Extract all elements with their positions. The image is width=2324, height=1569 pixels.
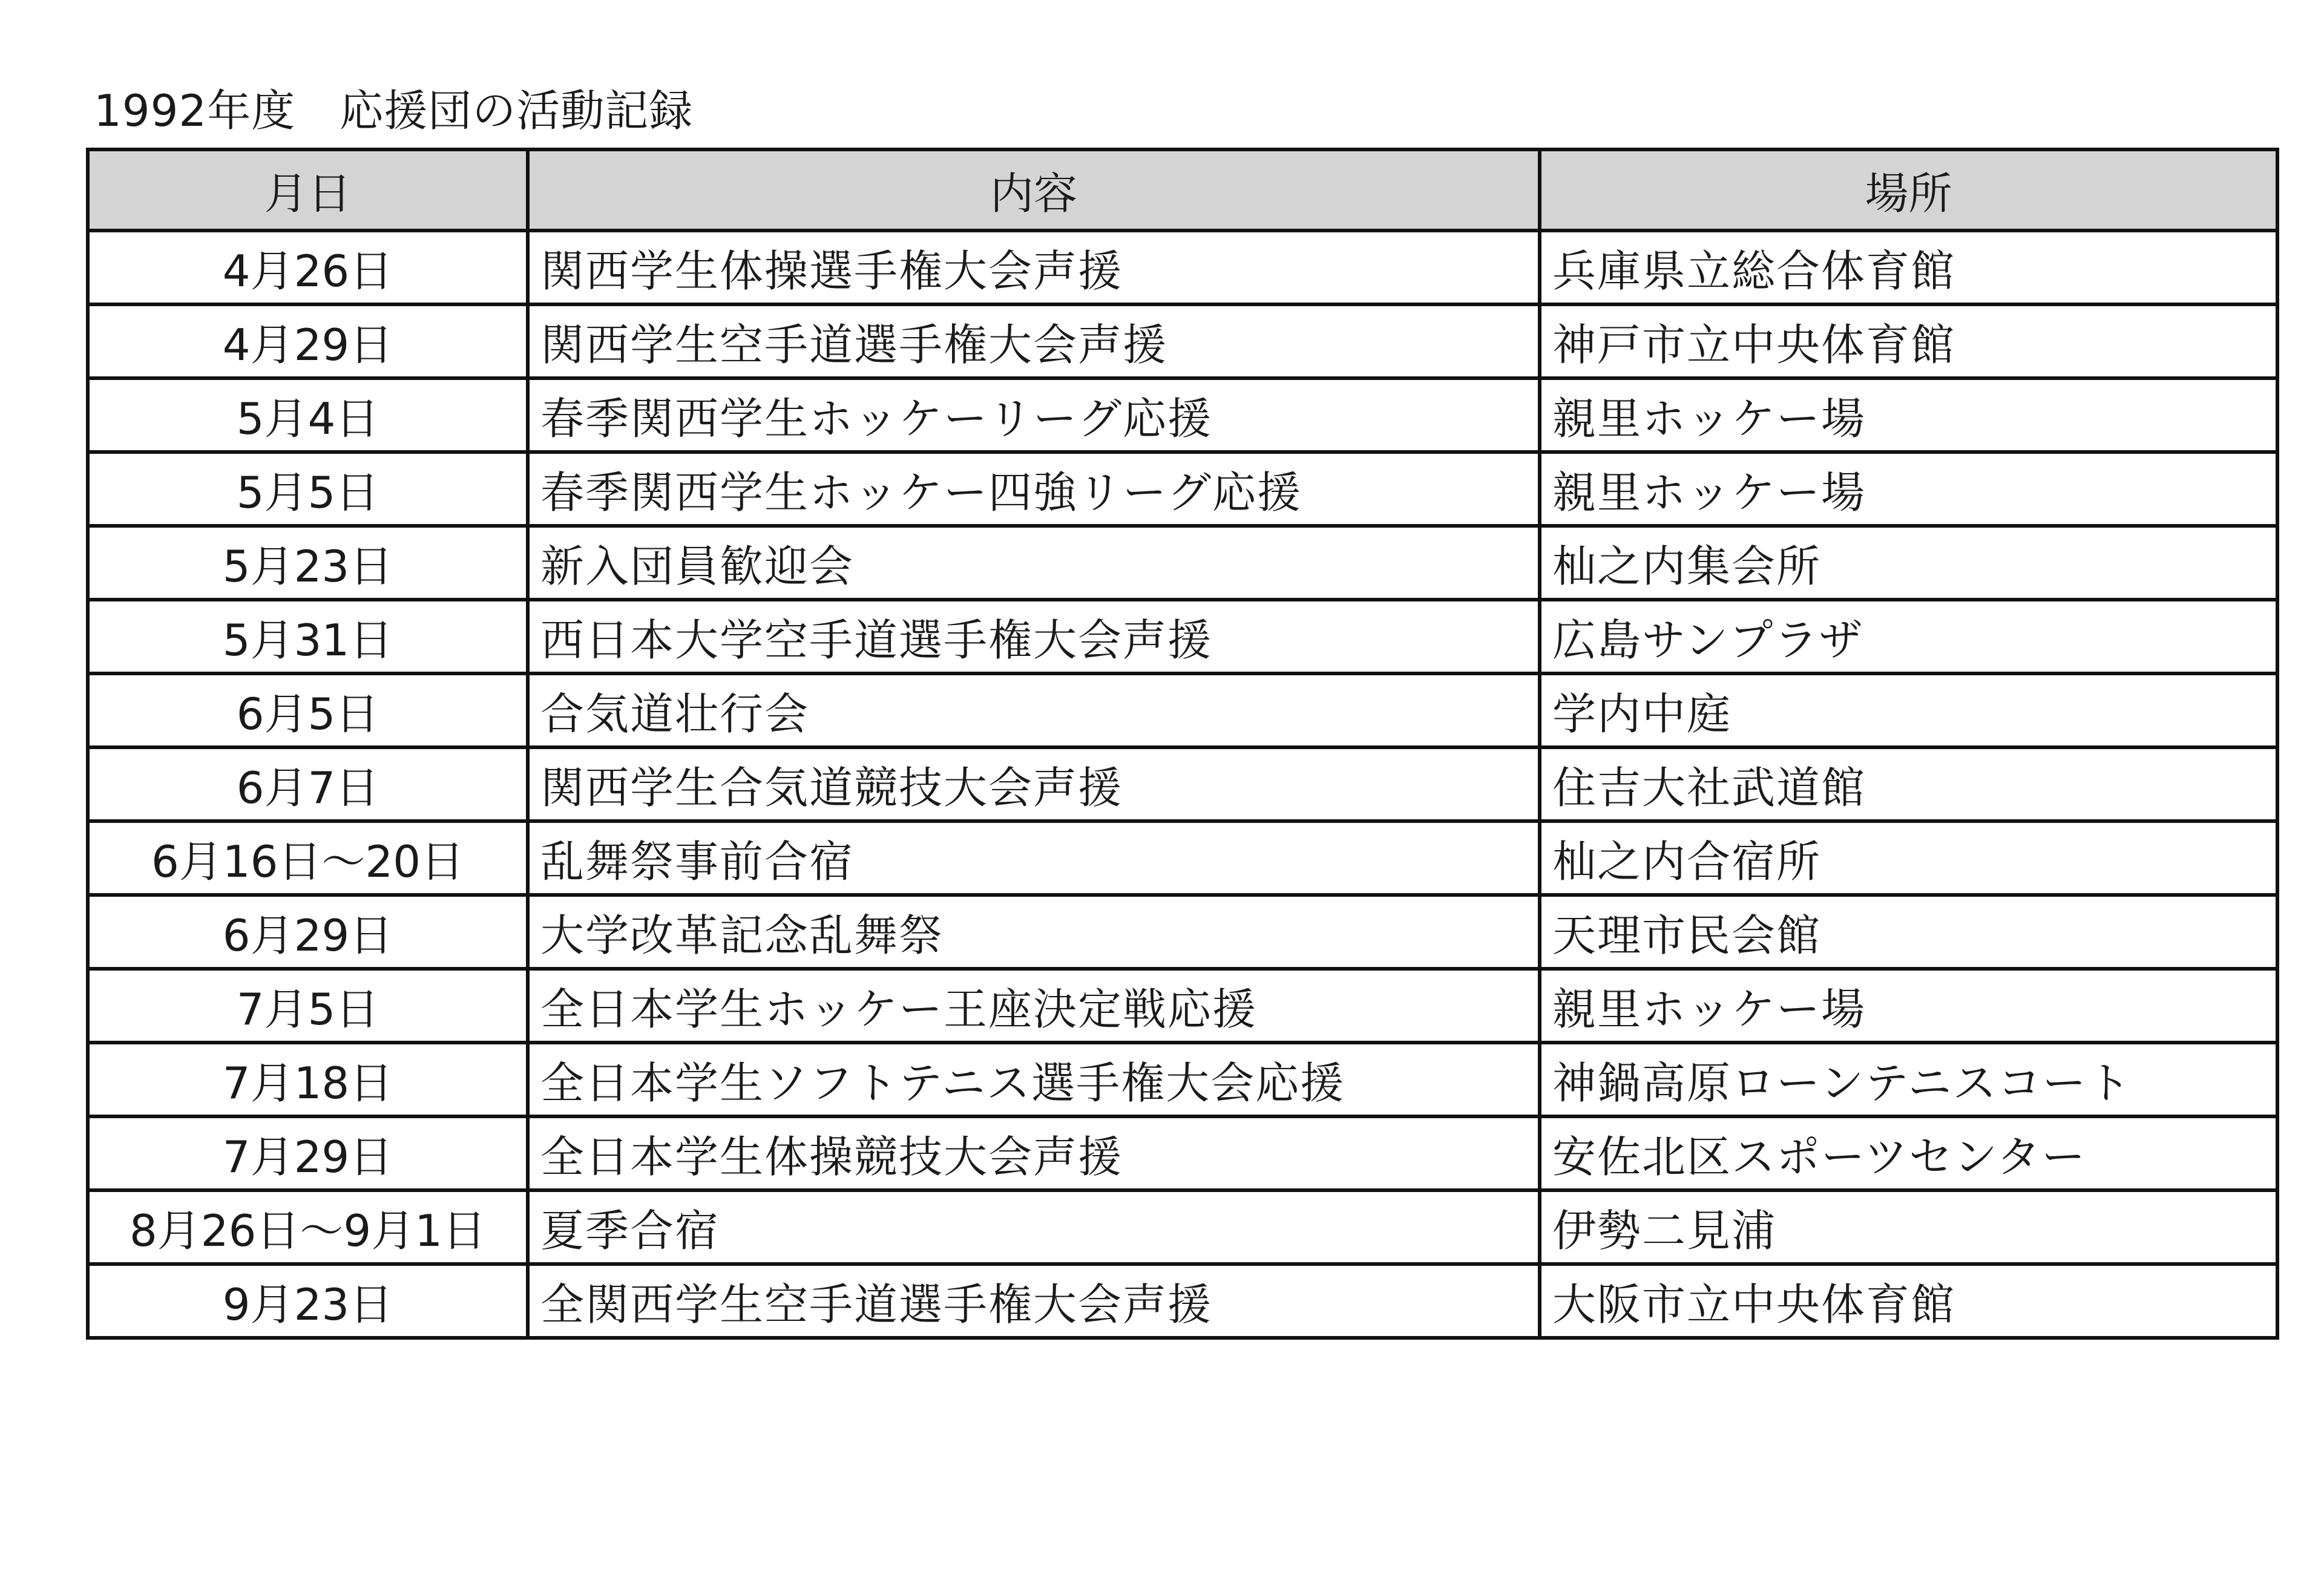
header-date: 月日 bbox=[88, 149, 528, 231]
cell-date: 4月29日 bbox=[88, 304, 528, 378]
document-title: 1992年度 応援団の活動記録 bbox=[94, 85, 694, 136]
cell-place: 親里ホッケー場 bbox=[1540, 452, 2277, 526]
cell-place: 天理市民会館 bbox=[1540, 895, 2277, 969]
table-row bbox=[88, 600, 2277, 673]
table-header-row bbox=[88, 149, 2277, 231]
cell-date: 6月16日～20日 bbox=[88, 821, 528, 895]
cell-date: 5月23日 bbox=[88, 526, 528, 600]
cell-content: 全日本学生体操競技大会声援 bbox=[528, 1116, 1540, 1190]
cell-content: 春季関西学生ホッケー四強リーグ応援 bbox=[528, 452, 1540, 526]
table-row bbox=[88, 526, 2277, 600]
cell-content: 関西学生体操選手権大会声援 bbox=[528, 231, 1540, 304]
cell-place: 広島サンプラザ bbox=[1540, 600, 2277, 673]
cell-date: 4月26日 bbox=[88, 231, 528, 304]
table-row bbox=[88, 1043, 2277, 1116]
cell-place: 杣之内集会所 bbox=[1540, 526, 2277, 600]
table-row bbox=[88, 231, 2277, 304]
table-row bbox=[88, 1264, 2277, 1338]
header-content: 内容 bbox=[528, 149, 1540, 231]
cell-date: 6月29日 bbox=[88, 895, 528, 969]
cell-date: 7月5日 bbox=[88, 969, 528, 1043]
table-row bbox=[88, 304, 2277, 378]
cell-date: 8月26日～9月1日 bbox=[88, 1190, 528, 1264]
table-row bbox=[88, 452, 2277, 526]
cell-place: 安佐北区スポーツセンター bbox=[1540, 1116, 2277, 1190]
table-row bbox=[88, 969, 2277, 1043]
table-row bbox=[88, 673, 2277, 747]
cell-content: 合気道壮行会 bbox=[528, 673, 1540, 747]
cell-content: 大学改革記念乱舞祭 bbox=[528, 895, 1540, 969]
cell-place: 学内中庭 bbox=[1540, 673, 2277, 747]
cell-place: 大阪市立中央体育館 bbox=[1540, 1264, 2277, 1338]
cell-place: 杣之内合宿所 bbox=[1540, 821, 2277, 895]
cell-place: 神戸市立中央体育館 bbox=[1540, 304, 2277, 378]
cell-content: 関西学生合気道競技大会声援 bbox=[528, 747, 1540, 821]
cell-place: 住吉大社武道館 bbox=[1540, 747, 2277, 821]
cell-content: 西日本大学空手道選手権大会声援 bbox=[528, 600, 1540, 673]
cell-date: 5月4日 bbox=[88, 378, 528, 452]
cell-place: 親里ホッケー場 bbox=[1540, 378, 2277, 452]
cell-date: 9月23日 bbox=[88, 1264, 528, 1338]
cell-date: 7月18日 bbox=[88, 1043, 528, 1116]
table-row bbox=[88, 1190, 2277, 1264]
cell-content: 全日本学生ホッケー王座決定戦応援 bbox=[528, 969, 1540, 1043]
table-row bbox=[88, 895, 2277, 969]
cell-place: 神鍋高原ローンテニスコート bbox=[1540, 1043, 2277, 1116]
table-row bbox=[88, 747, 2277, 821]
cell-place: 兵庫県立総合体育館 bbox=[1540, 231, 2277, 304]
cell-place: 伊勢二見浦 bbox=[1540, 1190, 2277, 1264]
activity-record-table bbox=[86, 148, 2279, 1340]
table-row bbox=[88, 821, 2277, 895]
cell-content: 乱舞祭事前合宿 bbox=[528, 821, 1540, 895]
cell-date: 5月31日 bbox=[88, 600, 528, 673]
cell-content: 全関西学生空手道選手権大会声援 bbox=[528, 1264, 1540, 1338]
cell-content: 全日本学生ソフトテニス選手権大会応援 bbox=[528, 1043, 1540, 1116]
cell-content: 春季関西学生ホッケーリーグ応援 bbox=[528, 378, 1540, 452]
header-place: 場所 bbox=[1540, 149, 2277, 231]
cell-date: 6月5日 bbox=[88, 673, 528, 747]
cell-date: 6月7日 bbox=[88, 747, 528, 821]
cell-date: 7月29日 bbox=[88, 1116, 528, 1190]
cell-content: 新入団員歓迎会 bbox=[528, 526, 1540, 600]
cell-place: 親里ホッケー場 bbox=[1540, 969, 2277, 1043]
cell-date: 5月5日 bbox=[88, 452, 528, 526]
table-row bbox=[88, 378, 2277, 452]
cell-content: 夏季合宿 bbox=[528, 1190, 1540, 1264]
table-row bbox=[88, 1116, 2277, 1190]
cell-content: 関西学生空手道選手権大会声援 bbox=[528, 304, 1540, 378]
